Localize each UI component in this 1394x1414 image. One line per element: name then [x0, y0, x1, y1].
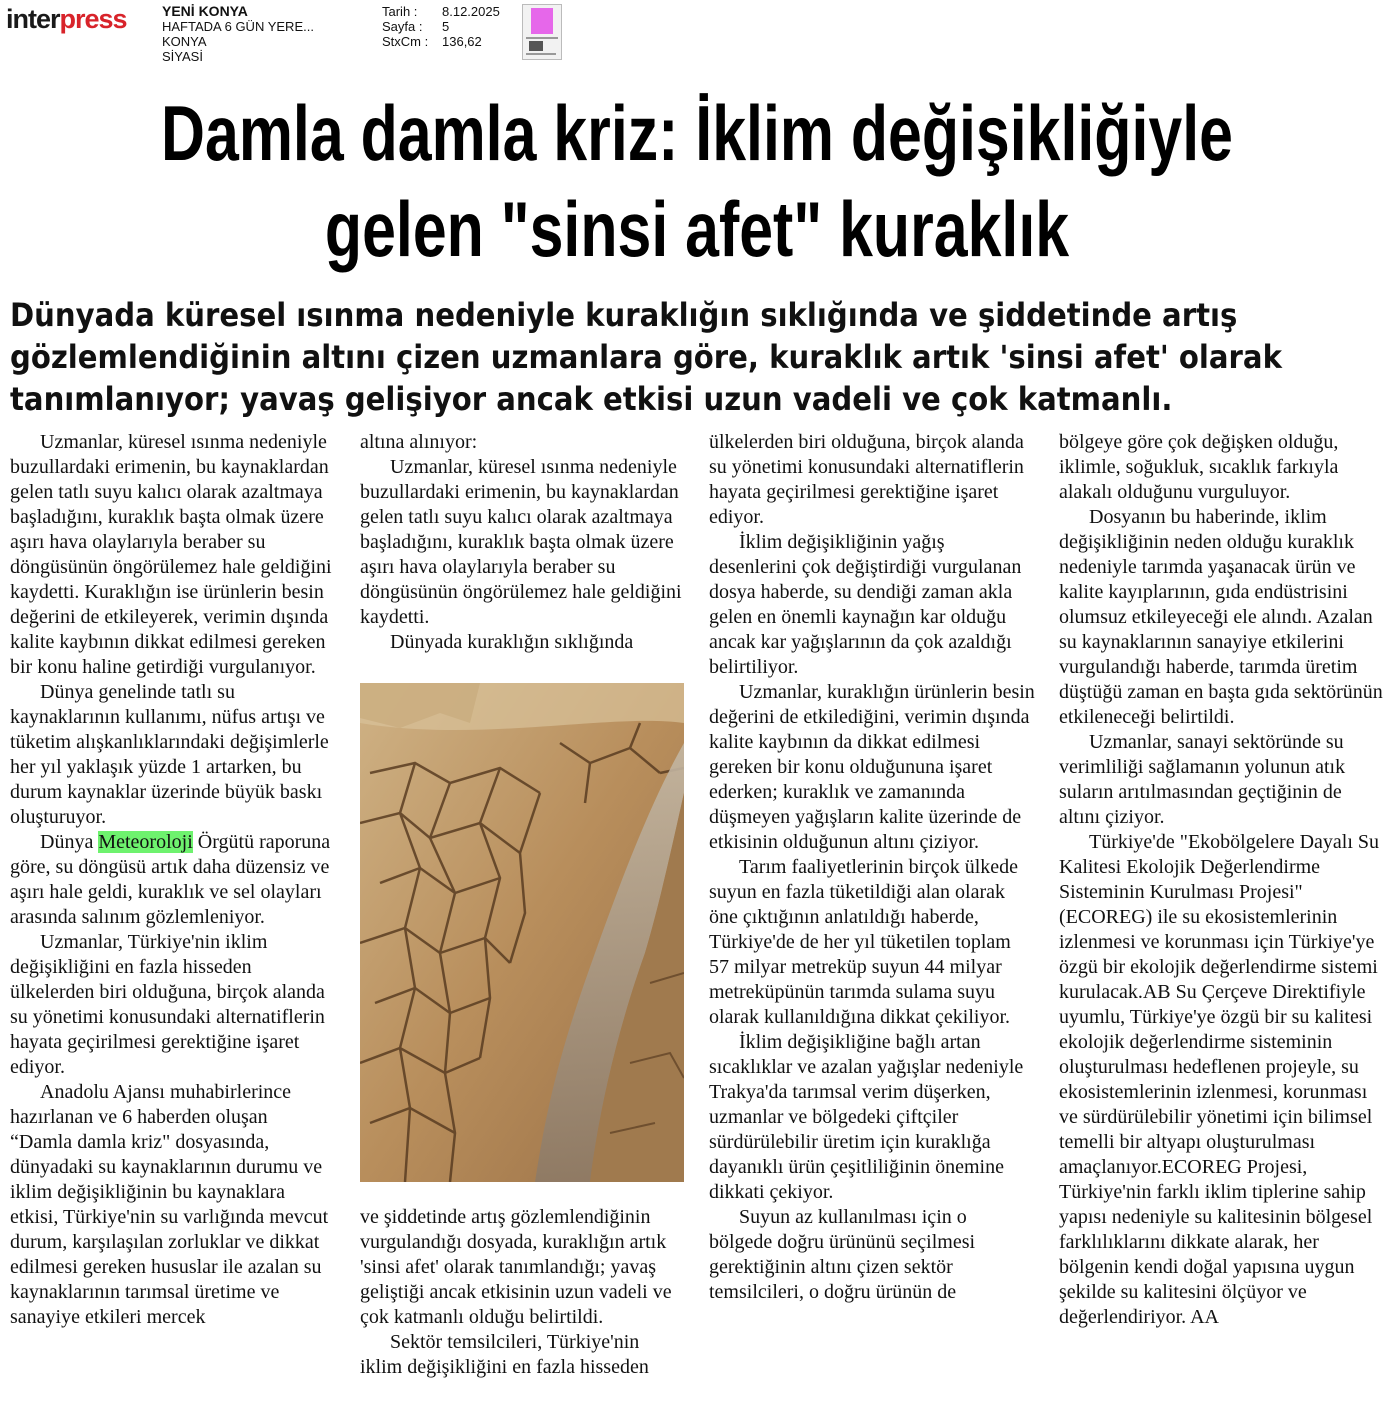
page-thumbnail [522, 4, 562, 60]
headline-line-1: Damla damla kriz: İklim değişikliğiyle [161, 89, 1233, 177]
publication-city: KONYA [162, 34, 207, 49]
paragraph: Dünya genelinde tatlı su kaynaklarının kullanımı, nüfus artışı ve tüketim alışkanlıklarındaki değişimlerle her yıl yaklaşık yüzde 1 artarken, bu durum kaynaklar üzerinde büyük baskı oluşturuyor. [10, 681, 329, 828]
meta-label: Tarih : [382, 4, 418, 19]
paragraph: Uzmanlar, sanayi sektöründe su verimliliği sağlamanın yolunun atık suların arıtılmasından geçtiğinin de altını çiziyor. [1059, 731, 1346, 828]
clipping-meta [382, 4, 500, 49]
headline [0, 85, 1394, 277]
column-4 [1059, 430, 1385, 1330]
logo-part-2: press [59, 4, 127, 34]
meta-label: Sayfa : [382, 19, 423, 34]
deck-line-1: Dünyada küresel ısınma nedeniyle kuraklığın sıklığında ve şiddetinde artış [10, 296, 1238, 334]
paragraph [10, 830, 332, 930]
paragraph: ve şiddetinde artış gözlemlendiğinin vurgulandığı dosyada, kuraklığın artık 'sinsi afet' olarak tanımlandığı; yavaş geliştiği ancak etkisinin uzun vadeli ve çok katmanlı olduğu belirtildi. [360, 1206, 672, 1328]
publication-frequency: HAFTADA 6 GÜN YERE... [162, 19, 314, 34]
paragraph: İklim değişikliğinin yağış desenlerini çok değiştirdiği vurgulanan dosya haberde, su dendiği zaman akla gelen en önemli kaynağın kar olduğu ancak kar yağışlarının da çok azaldığı belirtiliyor. [709, 531, 1022, 678]
column-1 [10, 430, 332, 1330]
paragraph: Türkiye'de "Ekobölgelere Dayalı Su Kalitesi Ekolojik Değerlendirme Sisteminin Kurulması Projesi" (ECOREG) ile su ekosistemlerinin izlenmesi ve korunması için Türkiye'ye özgü bir ekolojik değerlendirme sistemi kurulacak.AB Su Çerçeve Direktifiyle uyumlu, Türkiye'ye özgü bir su kalitesi ekolojik değerlendirme sisteminin oluşturulması hedeflenen projeyle, su ekosistemlerinin izlenmesi, korunması ve sürdürülebilir yönetimi için bilimsel temelli bir altyapı oluşturulması amaçlanıyor.ECOREG Projesi, Türkiye'nin farklı iklim tiplerine sahip yapısı nedeniyle su kalitesinin bölgesel farklılıklarını dikkate alarak, her bölgenin kendi doğal yapısına uygun şekilde su kalitesini ölçüyor ve değerlendiriyor. AA [1059, 831, 1380, 1328]
text-run: Örgütü raporuna göre, su döngüsü artık daha düzensiz ve aşırı hale geldi, kuraklık ve sel olayları arasında salınım gözlemleniyor. [10, 831, 331, 928]
paragraph: Uzmanlar, küresel ısınma nedeniyle buzullardaki erimenin, bu kaynaklardan gelen tatlı suyu kalıcı olarak azaltmaya başladığını, kuraklık başta olmak üzere aşırı hava olaylarıyla beraber su döngüsünün öngörülemez hale geldiğini kaydetti. Kuraklığın ise ürünlerin besin değerini de etkileyerek, verimin dışında kalite kaybının dikkat edilmesi gereken bir konu haline getirdiği vurgulanıyor. [10, 431, 332, 678]
paragraph: Uzmanlar, kuraklığın ürünlerin besin değerini de etkilediğini, verimin dışında kalite kaybının da dikkat edilmesi gereken bir konu olduğununa işaret ederken; kuraklık ve zamanında düşmeyen yağışların kalite üzerinde de etkisinin olduğunun altını çiziyor. [709, 681, 1035, 853]
logo-part-1: inter [6, 4, 60, 34]
meta-value: 136,62 [442, 34, 482, 49]
publication-name: YENİ KONYA [162, 3, 248, 19]
paragraph: Dünyada kuraklığın sıklığında [390, 631, 634, 653]
cracked-earth-photo [360, 683, 684, 1182]
meta-date [382, 4, 500, 19]
paragraph: Sektör temsilcileri, Türkiye'nin iklim değişikliğini en fazla hisseden [360, 1331, 649, 1378]
cracked-earth-illustration [360, 683, 684, 1182]
thumbnail-photo [529, 41, 543, 51]
interpress-logo [6, 4, 127, 35]
paragraph: ülkelerden biri olduğuna, birçok alanda su yönetimi konusundaki alternatiflerin hayata geçirilmesi gerektiğine işaret ediyor. [709, 431, 1024, 528]
column-2-top [360, 430, 686, 655]
meta-label: StxCm : [382, 34, 429, 49]
meta-value: 8.12.2025 [442, 4, 500, 19]
column-2-bottom [360, 1205, 686, 1380]
deck-line-3: tanımlanıyor; yavaş gelişiyor ancak etkisi uzun vadeli ve çok katmanlı. [10, 380, 1173, 418]
paragraph: Uzmanlar, küresel ısınma nedeniyle buzullardaki erimenin, bu kaynaklardan gelen tatlı suyu kalıcı olarak azaltmaya başladığını, kuraklık başta olmak üzere aşırı hava olaylarıyla beraber su döngüsünün öngörülemez hale geldiğini kaydetti. [360, 456, 682, 628]
headline-line-2: gelen "sinsi afet" kuraklık [324, 185, 1070, 273]
publication-category: SİYASİ [162, 49, 203, 64]
highlighted-keyword: Meteoroloji [98, 831, 193, 853]
paragraph: Anadolu Ajansı muhabirlerince hazırlanan ve 6 haberden oluşan “Damla damla kriz" dosyasında, dünyadaki su kaynaklarının durumu ve iklim değişikliğinin bu kaynaklara etkisi, Türkiye'nin su varlığında mevcut durum, karşılaşılan zorluklar ve dikkat edilmesi gereken hususlar ile azalan su kaynaklarının tarımsal üretime ve sanayiye etkileri mercek [10, 1081, 329, 1328]
paragraph: İklim değişikliğine bağlı artan sıcaklıklar ve azalan yağışlar nedeniyle Trakya'da tarımsal verim düşerken, uzmanlar ve bölgedeki çiftçiler sürdürülebilir üretim için kuraklığa dayanıklı ürün çeşitliliğinin önemine dikkati çekiyor. [709, 1031, 1024, 1203]
deck-line-2: gözlemlendiğinin altını çizen uzmanlara göre, kuraklık artık 'sinsi afet' olarak [10, 338, 1282, 376]
paragraph: Tarım faaliyetlerinin birçok ülkede suyun en fazla tüketildiği alan olarak öne çıktığının anlatıldığı haberde, Türkiye'de de her yıl tüketilen toplam 57 milyar metreküp suyun 44 milyar metreküpünün tarımda sulama suyu olarak kullanıldığına dikkat çekiliyor. [709, 856, 1019, 1028]
paragraph: Suyun az kullanılması için o bölgede doğru ürününü seçilmesi gerektiğinin altını çizen sektör temsilcileri, o doğru ürünün de [709, 1206, 976, 1303]
thumbnail-highlight [531, 8, 553, 34]
paragraph: Uzmanlar, Türkiye'nin iklim değişikliğini en fazla hisseden ülkelerden biri olduğuna, birçok alanda su yönetimi konusundaki alternatiflerin hayata geçirilmesi gerektiğine işaret ediyor. [10, 931, 325, 1078]
meta-stxcm [382, 34, 500, 49]
paragraph: Dosyanın bu haberinde, iklim değişikliğinin neden olduğu kuraklık nedeniyle tarımda yaşanacak ürün ve kalite kayıplarının, gıda endüstrisini olumsuz etkileyeceği ele alındı. Azalan su kaynaklarının sanayiye etkilerini vurgulandığı haberde, tarımda üretim düştüğü zaman en başta gıda sektörünün etkileneceği belirtildi. [1059, 506, 1383, 728]
paragraph: bölgeye göre çok değişken olduğu, iklimle, soğukluk, sıcaklık farkıyla alakalı olduğunu vurguluyor. [1059, 431, 1339, 503]
meta-page [382, 19, 500, 34]
deck [10, 294, 1385, 420]
column-3 [709, 430, 1035, 1305]
paragraph: altına alınıyor: [360, 431, 478, 453]
text-run: Dünya [40, 831, 99, 853]
publication-info [162, 4, 314, 64]
meta-value: 5 [442, 19, 450, 34]
